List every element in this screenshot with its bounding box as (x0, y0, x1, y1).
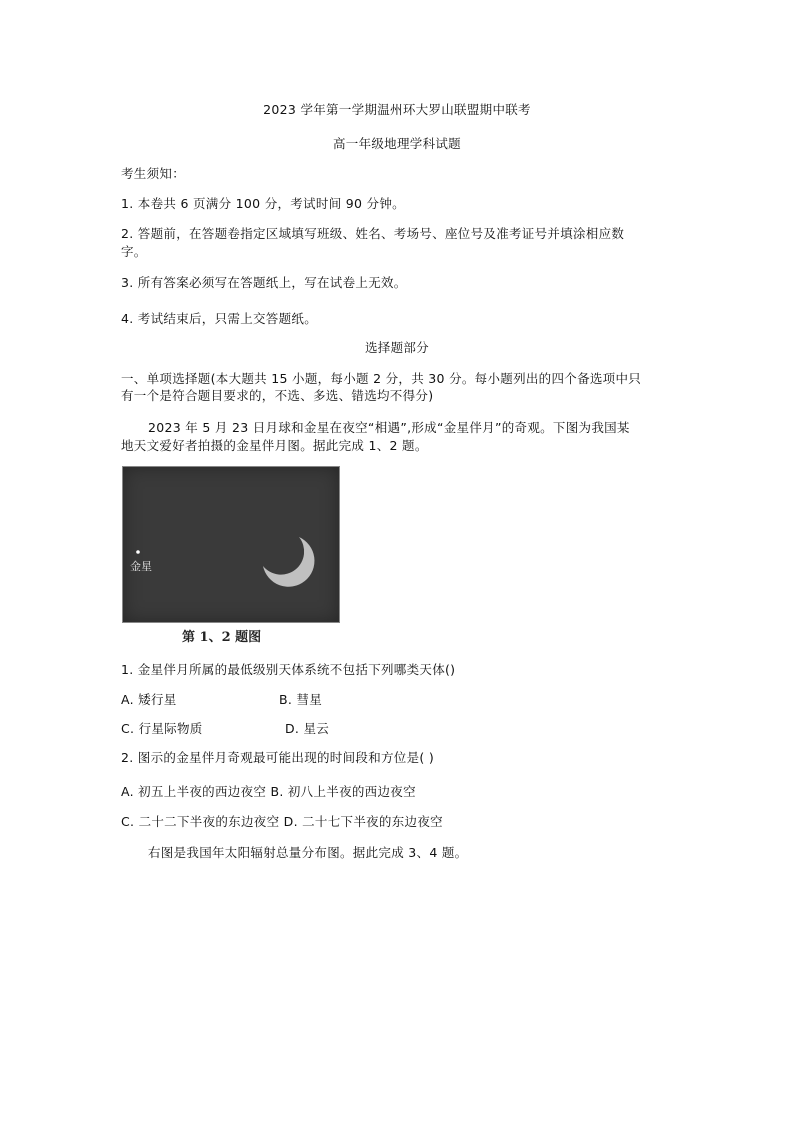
exam-subtitle: 高一年级地理学科试题 (332, 136, 461, 151)
notice-heading: 考生须知： (121, 166, 186, 181)
question-1-stem: 1. 金星伴月所属的最低级别天体系统不包括下列哪类天体() (121, 662, 456, 677)
section-title: 选择题部分 (364, 340, 429, 355)
section-instructions-line-2: 有一个是符合题目要求的，不选、多选、错选均不得分) (121, 388, 434, 403)
question-2-options-cd: C. 二十二下半夜的东边夜空 D. 二十七下半夜的东边夜空 (121, 814, 443, 829)
question-1-option-b: B. 彗星 (279, 692, 323, 707)
venus-label: 金星 (130, 560, 152, 573)
venus-dot (136, 550, 140, 554)
night-sky-photo (122, 466, 340, 623)
notice-item-2-line-2: 字。 (121, 244, 147, 259)
question-2-stem: 2. 图示的金星伴月奇观最可能出现的时间段和方位是( ) (121, 750, 435, 765)
section-instructions-line-1: 一、单项选择题(本大题共 15 小题，每小题 2 分，共 30 分。每小题列出的四个备选项中只 (121, 371, 642, 386)
notice-item-4: 4. 考试结束后，只需上交答题纸。 (121, 311, 318, 326)
passage-2-line-1: 右图是我国年太阳辐射总量分布图。据此完成 3、4 题。 (148, 845, 468, 860)
passage-1-line-2: 地天文爱好者拍摄的金星伴月图。据此完成 1、2 题。 (121, 438, 428, 453)
figure-venus-moon (122, 466, 340, 648)
exam-title: 2023 学年第一学期温州环大罗山联盟期中联考 (263, 102, 531, 117)
question-1-option-c: C. 行星际物质 (121, 721, 203, 736)
crescent-moon (263, 537, 314, 587)
moon-and-venus-drawing (123, 467, 339, 622)
notice-item-2-line-1: 2. 答题前，在答题卷指定区域填写班级、姓名、考场号、座位号及准考证号并填涂相应数 (121, 226, 625, 241)
question-1-option-a: A. 矮行星 (121, 692, 177, 707)
question-2-options-ab: A. 初五上半夜的西边夜空 B. 初八上半夜的西边夜空 (121, 784, 416, 799)
passage-1-line-1: 2023 年 5 月 23 日月球和金星在夜空“相遇”,形成“金星伴月”的奇观。下图为我国某 (148, 420, 630, 435)
question-1-option-d: D. 星云 (285, 721, 330, 736)
figure-caption: 第 1、2 题图 (182, 630, 262, 645)
notice-item-3: 3. 所有答案必须写在答题纸上，写在试卷上无效。 (121, 275, 407, 290)
notice-item-1: 1. 本卷共 6 页满分 100 分，考试时间 90 分钟。 (121, 196, 405, 211)
